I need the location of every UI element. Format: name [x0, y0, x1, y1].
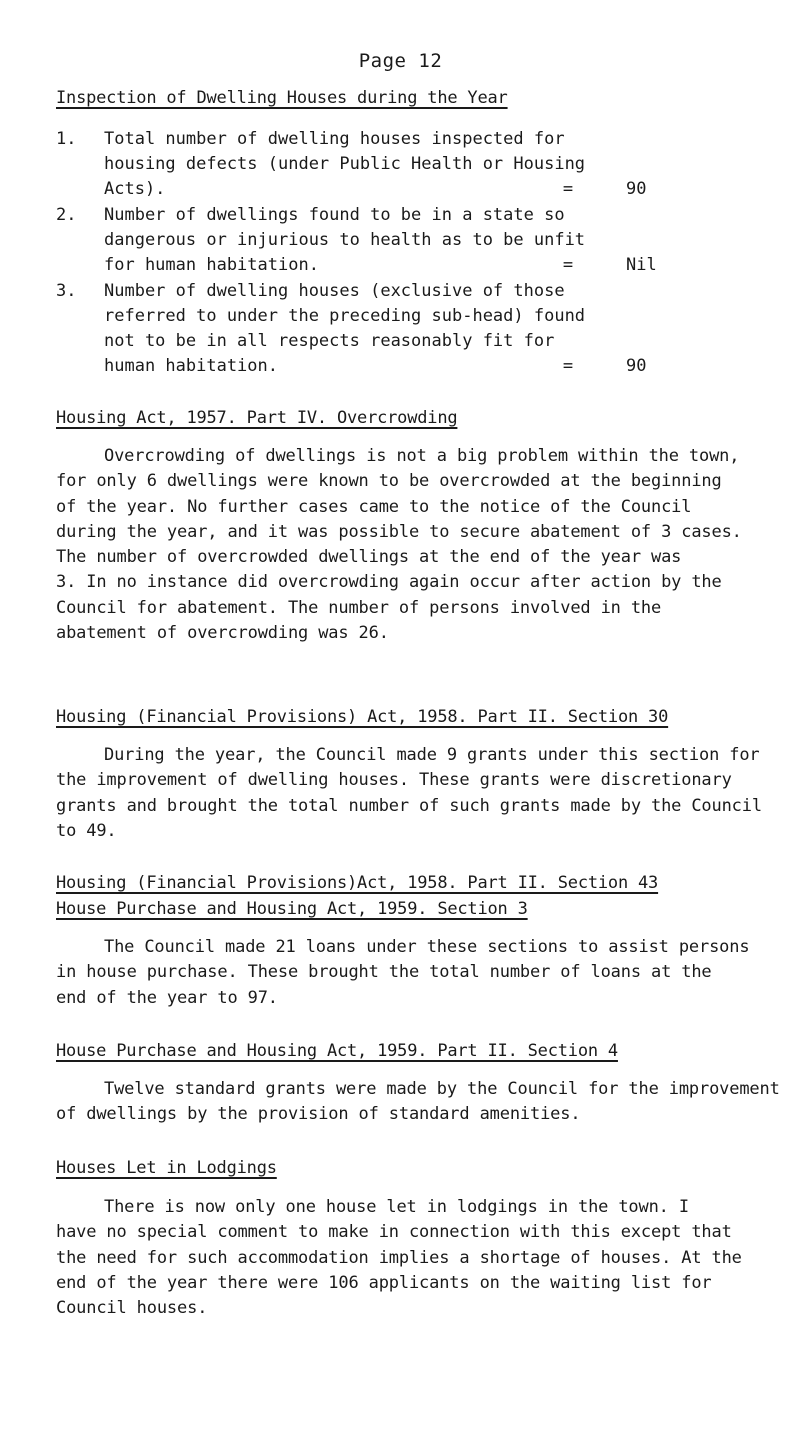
section30-heading: Housing (Financial Provisions) Act, 1958. Part II. Section 30	[56, 707, 669, 727]
page-number: Page 12	[358, 50, 443, 72]
overcrowding-paragraph: Overcrowding of dwellings is not a big problem within the town, for only 6 dwellings were known to be overcrowded at the beginning of the year. No further cases came to the notice of the Council during the year, and it was possible to secure abatement of 3 cases. The number of overcrowded dwellings at the end of the year was 3. In no instance did overcrowding again occur after action by the Council for abatement. The number of persons involved in the abatement of overcrowding was 26.	[56, 446, 742, 644]
inspection-item-3	[56, 279, 656, 382]
item-value: 90	[626, 179, 647, 199]
item-number: 2.	[56, 205, 77, 225]
lodgings-heading: Houses Let in Lodgings	[56, 1158, 277, 1178]
item-equals: =	[562, 179, 574, 199]
item-equals: =	[562, 356, 574, 376]
item-text: Number of dwelling houses (exclusive of those referred to under the preceding sub-head) found not to be in all respects reasonably fit for human habitation.	[104, 281, 586, 376]
section43-heading: Housing (Financial Provisions)Act, 1958. Part II. Section 43	[56, 873, 659, 893]
inspection-heading: Inspection of Dwelling Houses during the Year	[56, 88, 508, 108]
inspection-item-1	[56, 127, 656, 205]
item-equals: =	[562, 255, 574, 275]
standard-grants-paragraph: Twelve standard grants were made by the Council for the improvement of dwellings by the provision of standard amenities.	[56, 1079, 780, 1125]
lodgings-paragraph: There is now only one house let in lodgings in the town. I have no special comment to make in connection with this except that the need for such accommodation implies a shortage of houses. At the end of the year there were 106 applicants on the waiting list for Council houses.	[56, 1197, 742, 1319]
item-text: Number of dwellings found to be in a state so dangerous or injurious to health as to be unfit for human habitation.	[104, 205, 586, 275]
item-value: Nil	[626, 255, 657, 275]
item-number: 3.	[56, 281, 77, 301]
section30-paragraph: During the year, the Council made 9 grants under this section for the improvement of dwelling houses. These grants were discretionary grants and brought the total number of such grants made by the Council to 49.	[56, 745, 762, 841]
section3-heading: House Purchase and Housing Act, 1959. Section 3	[56, 899, 528, 919]
loans-paragraph: The Council made 21 loans under these sections to assist persons in house purchase. These brought the total number of loans at the end of the year to 97.	[56, 937, 750, 1008]
item-text: Total number of dwelling houses inspected for housing defects (under Public Health or Housing Acts).	[104, 129, 586, 199]
section4-heading: House Purchase and Housing Act, 1959. Part II. Section 4	[56, 1041, 618, 1061]
overcrowding-heading: Housing Act, 1957. Part IV. Overcrowding	[56, 408, 458, 428]
item-value: 90	[626, 356, 647, 376]
item-number: 1.	[56, 129, 77, 149]
inspection-item-2	[56, 203, 656, 281]
